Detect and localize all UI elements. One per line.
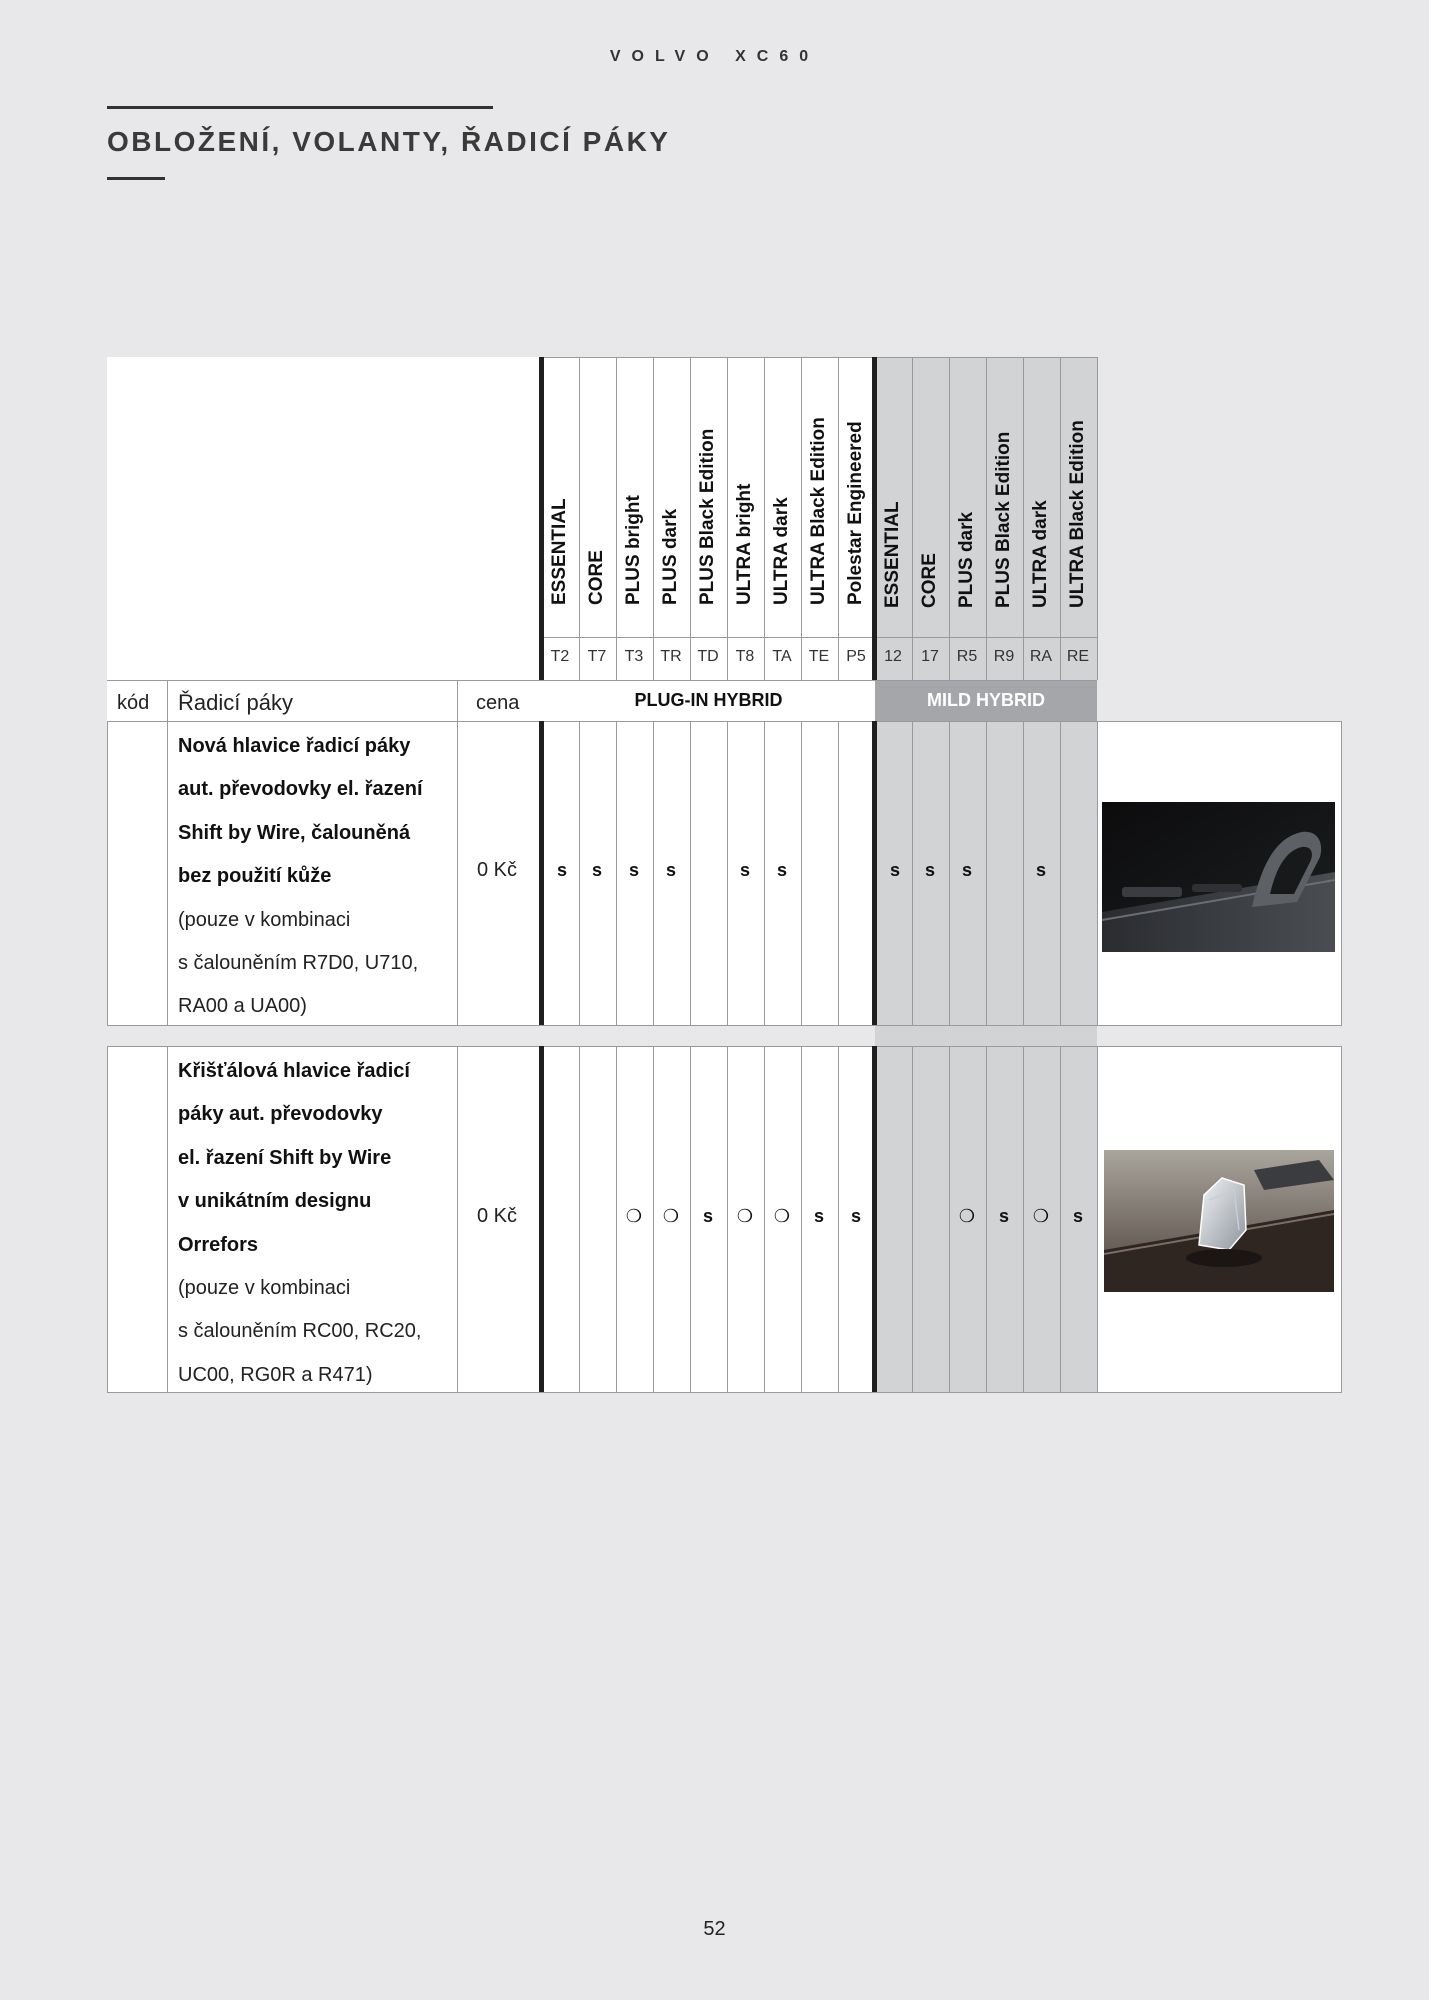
item-header: Řadicí páky bbox=[178, 690, 293, 715]
column-header-3 bbox=[653, 357, 689, 627]
column-header-7 bbox=[801, 357, 837, 627]
group-divider bbox=[539, 1046, 544, 1392]
availability-mark: s bbox=[850, 1206, 861, 1226]
column-divider bbox=[838, 721, 839, 1025]
column-code: RE bbox=[1066, 648, 1090, 665]
availability-mark: ❍ bbox=[662, 1206, 680, 1226]
column-divider bbox=[949, 357, 950, 680]
availability-mark: s bbox=[665, 860, 676, 880]
item-description-note: (pouze v kombinaci bbox=[178, 1277, 351, 1299]
column-name: ULTRA Black Edition bbox=[808, 417, 829, 605]
column-divider bbox=[764, 357, 765, 680]
availability-mark: s bbox=[739, 860, 750, 880]
availability-mark: s bbox=[556, 860, 567, 880]
availability-mark: s bbox=[702, 1206, 713, 1226]
column-name: ULTRA dark bbox=[771, 497, 792, 605]
column-name: PLUS Black Edition bbox=[697, 428, 718, 605]
column-divider bbox=[801, 721, 802, 1025]
price-divider bbox=[457, 680, 458, 721]
price-divider bbox=[457, 721, 458, 1025]
column-divider bbox=[1097, 721, 1098, 1025]
item-description-bold: Shift by Wire, čalouněná bbox=[178, 821, 411, 844]
availability-mark: s bbox=[1072, 1206, 1083, 1226]
column-header-9 bbox=[875, 360, 911, 630]
column-header-4 bbox=[690, 357, 726, 627]
kod-divider bbox=[167, 721, 168, 1025]
column-code: T7 bbox=[587, 648, 607, 665]
column-name: PLUS dark bbox=[660, 508, 681, 605]
column-header-6 bbox=[764, 357, 800, 627]
item-price: 0 Kč bbox=[477, 859, 518, 881]
column-name: ESSENTIAL bbox=[882, 501, 903, 608]
column-divider bbox=[912, 357, 913, 680]
plug-in-hybrid-label: PLUG-IN HYBRID bbox=[634, 690, 783, 710]
price-header: cena bbox=[476, 692, 520, 714]
availability-mark: s bbox=[998, 1206, 1009, 1226]
item-description-bold: Orrefors bbox=[178, 1233, 259, 1256]
column-divider bbox=[1023, 357, 1024, 680]
price-divider bbox=[457, 1046, 458, 1392]
column-name: ULTRA dark bbox=[1030, 500, 1051, 608]
item-description-note: RA00 a UA00) bbox=[178, 995, 307, 1018]
column-divider bbox=[616, 357, 617, 680]
availability-mark: s bbox=[591, 860, 602, 880]
row-top-line bbox=[107, 721, 1342, 722]
column-name: ULTRA bright bbox=[734, 483, 755, 605]
column-code: RA bbox=[1029, 648, 1053, 665]
title-underline bbox=[107, 177, 165, 180]
column-divider bbox=[579, 357, 580, 680]
column-name: ESSENTIAL bbox=[549, 498, 570, 605]
column-divider bbox=[838, 357, 839, 680]
column-header-14 bbox=[1060, 360, 1096, 630]
page-number: 52 bbox=[703, 1918, 726, 1940]
column-header-13 bbox=[1023, 360, 1059, 630]
column-code: TR bbox=[660, 648, 682, 665]
kod-header: kód bbox=[117, 692, 150, 714]
item-description-bold: páky aut. převodovky bbox=[178, 1103, 383, 1126]
kod-divider bbox=[167, 680, 168, 721]
column-name: CORE bbox=[919, 553, 940, 608]
availability-mark: ❍ bbox=[736, 1206, 754, 1226]
column-header-5 bbox=[727, 357, 763, 627]
code-line bbox=[542, 637, 1097, 638]
column-header-0 bbox=[542, 357, 578, 627]
item-description-bold: bez použití kůže bbox=[178, 865, 332, 888]
column-divider bbox=[1060, 357, 1061, 680]
column-code: T3 bbox=[624, 648, 644, 665]
kod-divider bbox=[167, 1046, 168, 1392]
crystal-shifter-photo bbox=[1104, 1150, 1334, 1292]
availability-mark: s bbox=[961, 860, 972, 880]
availability-mark: ❍ bbox=[958, 1206, 976, 1226]
column-code: TD bbox=[697, 648, 719, 665]
column-divider bbox=[690, 357, 691, 680]
table-left-edge bbox=[107, 721, 108, 1025]
column-header-11 bbox=[949, 360, 985, 630]
availability-mark: s bbox=[628, 860, 639, 880]
item-description-note: s čalouněním RC00, RC20, bbox=[178, 1320, 422, 1343]
column-header-10 bbox=[912, 360, 948, 630]
label-line bbox=[107, 680, 1097, 681]
table-right-edge bbox=[1341, 1046, 1342, 1392]
column-divider bbox=[1060, 721, 1061, 1025]
column-divider bbox=[1097, 1046, 1098, 1392]
column-name: Polestar Engineered bbox=[845, 421, 866, 605]
column-divider bbox=[653, 357, 654, 680]
group-divider bbox=[872, 357, 877, 680]
column-code: R5 bbox=[956, 648, 978, 665]
item-description-note: (pouze v kombinaci bbox=[178, 908, 351, 931]
column-code: 12 bbox=[884, 648, 902, 665]
column-code: T8 bbox=[735, 648, 755, 665]
column-name: CORE bbox=[586, 550, 607, 605]
column-code: T2 bbox=[550, 648, 570, 665]
column-divider bbox=[1097, 357, 1098, 680]
column-code: 17 bbox=[921, 648, 939, 665]
item-description-bold: v unikátním designu bbox=[178, 1190, 372, 1213]
column-name: ULTRA Black Edition bbox=[1067, 420, 1088, 608]
availability-mark: s bbox=[889, 860, 900, 880]
column-code: TA bbox=[772, 648, 792, 665]
table-right-edge bbox=[1341, 721, 1342, 1025]
item-price: 0 Kč bbox=[477, 1205, 518, 1227]
column-name: PLUS bright bbox=[623, 495, 644, 605]
column-name: PLUS dark bbox=[956, 511, 977, 608]
column-code: R9 bbox=[993, 648, 1015, 665]
availability-mark: ❍ bbox=[773, 1206, 791, 1226]
column-divider bbox=[690, 721, 691, 1025]
item-description-bold: el. řazení Shift by Wire bbox=[178, 1146, 392, 1169]
item-description-bold: Křišťálová hlavice řadicí bbox=[178, 1060, 410, 1082]
page-title: OBLOŽENÍ, VOLANTY, ŘADICÍ PÁKY bbox=[107, 126, 671, 157]
column-divider bbox=[912, 1046, 913, 1392]
item-description-note: s čalouněním R7D0, U710, bbox=[178, 952, 419, 974]
row-top-line bbox=[107, 1046, 1342, 1047]
column-divider bbox=[727, 357, 728, 680]
column-header-1 bbox=[579, 357, 615, 627]
availability-mark: s bbox=[1035, 860, 1046, 880]
availability-mark: ❍ bbox=[625, 1206, 643, 1226]
column-header-8 bbox=[838, 357, 874, 627]
availability-mark: s bbox=[924, 860, 935, 880]
table-left-edge bbox=[107, 1046, 108, 1392]
item-description-bold: aut. převodovky el. řazení bbox=[178, 778, 423, 801]
column-header-2 bbox=[616, 357, 652, 627]
title-rule bbox=[107, 106, 493, 109]
item-description-note: UC00, RG0R a R471) bbox=[178, 1363, 373, 1386]
mild-hybrid-label: MILD HYBRID bbox=[927, 690, 1045, 710]
brand-header: VOLVO XC60 bbox=[609, 48, 820, 65]
column-divider bbox=[986, 357, 987, 680]
column-divider bbox=[801, 357, 802, 680]
column-divider bbox=[986, 721, 987, 1025]
header-top-line bbox=[542, 357, 1097, 358]
availability-mark: ❍ bbox=[1032, 1206, 1050, 1226]
column-divider bbox=[579, 1046, 580, 1392]
column-code: P5 bbox=[846, 648, 866, 665]
column-code: TE bbox=[808, 648, 830, 665]
availability-mark: s bbox=[776, 860, 787, 880]
column-name: PLUS Black Edition bbox=[993, 431, 1014, 608]
availability-mark: s bbox=[813, 1206, 824, 1226]
column-header-12 bbox=[986, 360, 1022, 630]
item-description-bold: Nová hlavice řadicí páky bbox=[178, 735, 411, 757]
group-divider bbox=[539, 357, 544, 680]
gear-shifter-photo bbox=[1102, 802, 1335, 952]
